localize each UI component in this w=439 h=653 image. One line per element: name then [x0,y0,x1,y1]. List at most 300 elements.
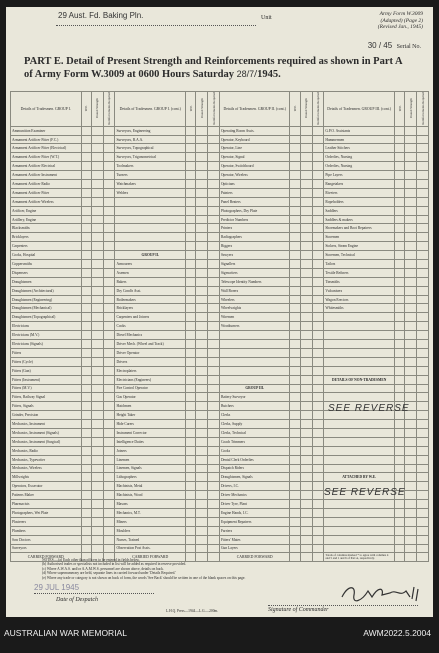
entry-cell[interactable] [300,482,312,491]
entry-cell[interactable] [290,473,300,482]
entry-cell[interactable] [417,348,429,357]
entry-cell[interactable] [405,535,417,544]
entry-cell[interactable] [394,242,404,251]
entry-cell[interactable] [81,455,91,464]
entry-cell[interactable] [300,455,312,464]
entry-cell[interactable] [208,295,220,304]
entry-cell[interactable] [394,331,404,340]
entry-cell[interactable] [81,526,91,535]
entry-cell[interactable] [417,393,429,402]
entry-cell[interactable] [405,251,417,260]
entry-cell[interactable] [417,224,429,233]
entry-cell[interactable] [196,375,208,384]
entry-cell[interactable] [300,322,312,331]
entry-cell[interactable] [394,375,404,384]
entry-cell[interactable] [290,197,300,206]
entry-cell[interactable] [91,126,103,135]
entry-cell[interactable] [103,428,115,437]
entry-cell[interactable] [91,508,103,517]
entry-cell[interactable] [196,508,208,517]
entry-cell[interactable] [81,126,91,135]
entry-cell[interactable] [196,500,208,509]
entry-cell[interactable] [103,482,115,491]
entry-cell[interactable] [196,322,208,331]
entry-cell[interactable] [290,366,300,375]
entry-cell[interactable] [300,171,312,180]
entry-cell[interactable] [196,260,208,269]
entry-cell[interactable] [81,331,91,340]
entry-cell[interactable] [103,508,115,517]
entry-cell[interactable] [91,260,103,269]
entry-cell[interactable] [290,464,300,473]
entry-cell[interactable] [103,535,115,544]
entry-cell[interactable] [91,144,103,153]
entry-cell[interactable] [208,482,220,491]
entry-cell[interactable] [312,224,324,233]
entry-cell[interactable] [196,135,208,144]
entry-cell[interactable] [208,242,220,251]
entry-cell[interactable] [103,153,115,162]
entry-cell[interactable] [208,464,220,473]
entry-cell[interactable] [81,375,91,384]
entry-cell[interactable] [186,162,196,171]
entry-cell[interactable] [81,197,91,206]
entry-cell[interactable] [196,357,208,366]
entry-cell[interactable] [312,135,324,144]
entry-cell[interactable] [312,535,324,544]
entry-cell[interactable] [312,544,324,553]
entry-cell[interactable] [91,473,103,482]
entry-cell[interactable] [290,455,300,464]
entry-cell[interactable] [103,340,115,349]
entry-cell[interactable] [208,508,220,517]
entry-cell[interactable] [405,446,417,455]
entry-cell[interactable] [208,180,220,189]
entry-cell[interactable] [186,544,196,553]
entry-cell[interactable] [91,384,103,393]
entry-cell[interactable] [91,420,103,429]
entry-cell[interactable] [312,500,324,509]
entry-cell[interactable] [312,242,324,251]
entry-cell[interactable] [417,188,429,197]
entry-cell[interactable] [81,500,91,509]
entry-cell[interactable] [208,366,220,375]
entry-cell[interactable] [300,126,312,135]
entry-cell[interactable] [208,500,220,509]
entry-cell[interactable] [290,508,300,517]
entry-cell[interactable] [417,384,429,393]
entry-cell[interactable] [103,206,115,215]
entry-cell[interactable] [300,340,312,349]
entry-cell[interactable] [312,526,324,535]
entry-cell[interactable] [394,144,404,153]
entry-cell[interactable] [300,402,312,411]
entry-cell[interactable] [405,224,417,233]
entry-cell[interactable] [312,215,324,224]
entry-cell[interactable] [208,384,220,393]
entry-cell[interactable] [196,286,208,295]
entry-cell[interactable] [186,206,196,215]
entry-cell[interactable] [91,162,103,171]
entry-cell[interactable] [186,268,196,277]
entry-cell[interactable] [81,162,91,171]
entry-cell[interactable] [394,420,404,429]
entry-cell[interactable] [290,393,300,402]
entry-cell[interactable] [196,251,208,260]
entry-cell[interactable] [394,446,404,455]
entry-cell[interactable] [394,357,404,366]
entry-cell[interactable] [196,180,208,189]
entry-cell[interactable] [405,313,417,322]
entry-cell[interactable] [417,491,429,500]
entry-cell[interactable] [81,393,91,402]
entry-cell[interactable] [186,357,196,366]
entry-cell[interactable] [312,313,324,322]
entry-cell[interactable] [417,126,429,135]
entry-cell[interactable] [300,446,312,455]
entry-cell[interactable] [394,180,404,189]
entry-cell[interactable] [186,242,196,251]
entry-cell[interactable] [103,517,115,526]
entry-cell[interactable] [186,420,196,429]
entry-cell[interactable] [81,357,91,366]
entry-cell[interactable] [417,286,429,295]
entry-cell[interactable] [103,348,115,357]
entry-cell[interactable] [186,286,196,295]
entry-cell[interactable] [394,384,404,393]
entry-cell[interactable] [103,251,115,260]
entry-cell[interactable] [300,242,312,251]
entry-cell[interactable] [300,286,312,295]
entry-cell[interactable] [186,313,196,322]
entry-cell[interactable] [290,215,300,224]
entry-cell[interactable] [312,393,324,402]
entry-cell[interactable] [312,428,324,437]
entry-cell[interactable] [91,348,103,357]
entry-cell[interactable] [417,251,429,260]
entry-cell[interactable] [290,535,300,544]
entry-cell[interactable] [81,544,91,553]
entry-cell[interactable] [91,171,103,180]
entry-cell[interactable] [91,428,103,437]
entry-cell[interactable] [417,153,429,162]
entry-cell[interactable] [208,517,220,526]
entry-cell[interactable] [394,268,404,277]
entry-cell[interactable] [394,508,404,517]
entry-cell[interactable] [81,153,91,162]
entry-cell[interactable] [81,135,91,144]
entry-cell[interactable] [312,268,324,277]
entry-cell[interactable] [312,366,324,375]
entry-cell[interactable] [186,135,196,144]
entry-cell[interactable] [300,348,312,357]
entry-cell[interactable] [196,295,208,304]
entry-cell[interactable] [103,260,115,269]
entry-cell[interactable] [81,517,91,526]
entry-cell[interactable] [290,295,300,304]
entry-cell[interactable] [91,491,103,500]
entry-cell[interactable] [312,446,324,455]
entry-cell[interactable] [300,331,312,340]
entry-cell[interactable] [312,402,324,411]
entry-cell[interactable] [91,295,103,304]
entry-cell[interactable] [208,188,220,197]
entry-cell[interactable] [196,411,208,420]
entry-cell[interactable] [417,144,429,153]
entry-cell[interactable] [417,482,429,491]
entry-cell[interactable] [417,508,429,517]
entry-cell[interactable] [208,313,220,322]
entry-cell[interactable] [417,331,429,340]
entry-cell[interactable] [405,153,417,162]
entry-cell[interactable] [290,260,300,269]
entry-cell[interactable] [417,375,429,384]
entry-cell[interactable] [91,268,103,277]
entry-cell[interactable] [208,144,220,153]
entry-cell[interactable] [208,135,220,144]
entry-cell[interactable] [290,322,300,331]
entry-cell[interactable] [196,384,208,393]
entry-cell[interactable] [300,180,312,189]
entry-cell[interactable] [196,313,208,322]
entry-cell[interactable] [290,233,300,242]
entry-cell[interactable] [91,135,103,144]
entry-cell[interactable] [394,162,404,171]
entry-cell[interactable] [405,508,417,517]
entry-cell[interactable] [290,384,300,393]
entry-cell[interactable] [208,437,220,446]
entry-cell[interactable] [394,313,404,322]
entry-cell[interactable] [405,473,417,482]
entry-cell[interactable] [103,357,115,366]
entry-cell[interactable] [91,331,103,340]
entry-cell[interactable] [196,153,208,162]
entry-cell[interactable] [186,322,196,331]
entry-cell[interactable] [312,251,324,260]
entry-cell[interactable] [103,544,115,553]
entry-cell[interactable] [196,535,208,544]
entry-cell[interactable] [405,162,417,171]
entry-cell[interactable] [394,153,404,162]
entry-cell[interactable] [208,348,220,357]
entry-cell[interactable] [312,260,324,269]
entry-cell[interactable] [405,357,417,366]
entry-cell[interactable] [300,135,312,144]
entry-cell[interactable] [417,340,429,349]
entry-cell[interactable] [394,464,404,473]
entry-cell[interactable] [312,357,324,366]
entry-cell[interactable] [300,268,312,277]
entry-cell[interactable] [290,491,300,500]
entry-cell[interactable] [417,135,429,144]
entry-cell[interactable] [81,340,91,349]
entry-cell[interactable] [290,171,300,180]
entry-cell[interactable] [394,366,404,375]
entry-cell[interactable] [81,180,91,189]
entry-cell[interactable] [186,446,196,455]
entry-cell[interactable] [91,402,103,411]
entry-cell[interactable] [196,446,208,455]
entry-cell[interactable] [91,482,103,491]
entry-cell[interactable] [103,197,115,206]
entry-cell[interactable] [300,144,312,153]
entry-cell[interactable] [81,437,91,446]
entry-cell[interactable] [186,428,196,437]
entry-cell[interactable] [394,251,404,260]
entry-cell[interactable] [208,224,220,233]
entry-cell[interactable] [300,384,312,393]
entry-cell[interactable] [417,162,429,171]
entry-cell[interactable] [81,473,91,482]
entry-cell[interactable] [208,535,220,544]
entry-cell[interactable] [103,526,115,535]
entry-cell[interactable] [300,393,312,402]
entry-cell[interactable] [103,286,115,295]
entry-cell[interactable] [290,126,300,135]
entry-cell[interactable] [405,188,417,197]
entry-cell[interactable] [394,197,404,206]
entry-cell[interactable] [290,517,300,526]
entry-cell[interactable] [312,491,324,500]
entry-cell[interactable] [91,366,103,375]
entry-cell[interactable] [208,277,220,286]
entry-cell[interactable] [312,482,324,491]
entry-cell[interactable] [312,437,324,446]
entry-cell[interactable] [394,535,404,544]
entry-cell[interactable] [312,384,324,393]
entry-cell[interactable] [300,544,312,553]
entry-cell[interactable] [405,277,417,286]
entry-cell[interactable] [300,473,312,482]
entry-cell[interactable] [290,135,300,144]
entry-cell[interactable] [208,446,220,455]
entry-cell[interactable] [103,313,115,322]
entry-cell[interactable] [394,135,404,144]
entry-cell[interactable] [103,144,115,153]
entry-cell[interactable] [405,126,417,135]
entry-cell[interactable] [290,286,300,295]
entry-cell[interactable] [394,171,404,180]
entry-cell[interactable] [290,188,300,197]
entry-cell[interactable] [81,171,91,180]
entry-cell[interactable] [290,446,300,455]
entry-cell[interactable] [103,188,115,197]
entry-cell[interactable] [103,366,115,375]
entry-cell[interactable] [196,526,208,535]
entry-cell[interactable] [417,260,429,269]
entry-cell[interactable] [394,322,404,331]
entry-cell[interactable] [186,295,196,304]
entry-cell[interactable] [208,251,220,260]
entry-cell[interactable] [208,153,220,162]
entry-cell[interactable] [91,233,103,242]
entry-cell[interactable] [208,473,220,482]
entry-cell[interactable] [196,340,208,349]
entry-cell[interactable] [186,411,196,420]
entry-cell[interactable] [208,171,220,180]
entry-cell[interactable] [81,286,91,295]
entry-cell[interactable] [290,268,300,277]
entry-cell[interactable] [103,171,115,180]
entry-cell[interactable] [196,393,208,402]
entry-cell[interactable] [103,304,115,313]
entry-cell[interactable] [312,304,324,313]
entry-cell[interactable] [300,224,312,233]
entry-cell[interactable] [91,188,103,197]
entry-cell[interactable] [290,500,300,509]
entry-cell[interactable] [186,491,196,500]
entry-cell[interactable] [81,277,91,286]
entry-cell[interactable] [417,428,429,437]
entry-cell[interactable] [208,357,220,366]
entry-cell[interactable] [196,428,208,437]
entry-cell[interactable] [312,340,324,349]
entry-cell[interactable] [208,162,220,171]
entry-cell[interactable] [196,491,208,500]
entry-cell[interactable] [208,411,220,420]
entry-cell[interactable] [312,206,324,215]
entry-cell[interactable] [417,517,429,526]
entry-cell[interactable] [208,375,220,384]
entry-cell[interactable] [417,171,429,180]
entry-cell[interactable] [300,517,312,526]
entry-cell[interactable] [300,295,312,304]
entry-cell[interactable] [300,464,312,473]
entry-cell[interactable] [81,446,91,455]
entry-cell[interactable] [81,491,91,500]
entry-cell[interactable] [417,446,429,455]
entry-cell[interactable] [196,437,208,446]
entry-cell[interactable] [81,535,91,544]
entry-cell[interactable] [103,455,115,464]
entry-cell[interactable] [417,268,429,277]
entry-cell[interactable] [300,153,312,162]
entry-cell[interactable] [103,180,115,189]
entry-cell[interactable] [290,482,300,491]
entry-cell[interactable] [186,340,196,349]
entry-cell[interactable] [300,411,312,420]
entry-cell[interactable] [91,455,103,464]
entry-cell[interactable] [290,340,300,349]
entry-cell[interactable] [405,206,417,215]
entry-cell[interactable] [103,277,115,286]
entry-cell[interactable] [312,331,324,340]
entry-cell[interactable] [300,491,312,500]
entry-cell[interactable] [81,411,91,420]
entry-cell[interactable] [186,366,196,375]
entry-cell[interactable] [417,473,429,482]
entry-cell[interactable] [81,304,91,313]
entry-cell[interactable] [394,295,404,304]
entry-cell[interactable] [290,277,300,286]
entry-cell[interactable] [290,437,300,446]
entry-cell[interactable] [290,375,300,384]
entry-cell[interactable] [208,491,220,500]
entry-cell[interactable] [81,402,91,411]
entry-cell[interactable] [81,482,91,491]
entry-cell[interactable] [81,268,91,277]
entry-cell[interactable] [208,260,220,269]
entry-cell[interactable] [290,428,300,437]
entry-cell[interactable] [103,464,115,473]
entry-cell[interactable] [312,144,324,153]
entry-cell[interactable] [196,366,208,375]
entry-cell[interactable] [186,535,196,544]
entry-cell[interactable] [405,366,417,375]
entry-cell[interactable] [196,277,208,286]
entry-cell[interactable] [186,171,196,180]
entry-cell[interactable] [312,473,324,482]
